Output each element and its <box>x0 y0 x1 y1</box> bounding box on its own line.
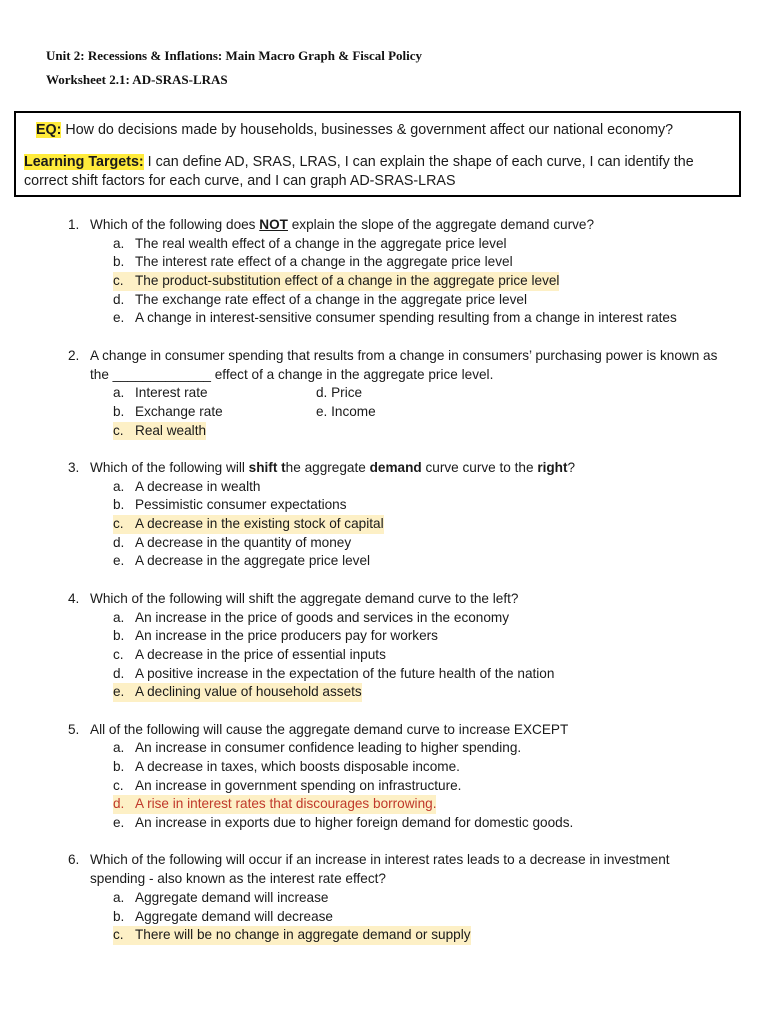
question-5 <box>0 721 768 833</box>
question-text: Which of the following will occur if an increase in interest rates leads to a decrease in investment spending - also known as the interest rate effect? <box>90 852 670 887</box>
question-text: A change in consumer spending that results from a change in consumers’ purchasing power is known as the _____________ effect of a change in the aggregate price level. <box>90 347 718 382</box>
option-a[interactable]: a. An increase in the price of goods and services in the economy <box>113 609 510 625</box>
option-b[interactable]: b. The interest rate effect of a change in the aggregate price level <box>113 254 513 270</box>
option-e-highlighted[interactable]: e. A declining value of household assets <box>113 683 768 702</box>
eq-text: How do decisions made by households, businesses & government affect our national economy? <box>61 122 674 138</box>
option-a[interactable]: a. A decrease in wealth <box>113 478 261 494</box>
question-text: Which of the following will shift the aggregate demand curve to the left? <box>90 590 519 606</box>
option-d[interactable]: d. A positive increase in the expectation of the future health of the nation <box>113 665 555 681</box>
essential-question <box>24 121 731 140</box>
learning-targets-text: I can define AD, SRAS, LRAS, I can explain the shape of each curve, I can identify the correct shift factors for each curve, and I can graph AD-SRAS-LRAS <box>24 154 694 189</box>
option-a[interactable]: a. Aggregate demand will increase <box>113 889 329 905</box>
question-2 <box>0 347 768 440</box>
question-4 <box>0 590 768 702</box>
option-d[interactable]: d. Price <box>316 385 363 401</box>
eq-label: EQ: <box>36 122 62 138</box>
option-c[interactable]: c. An increase in government spending on infrastructure. <box>113 777 462 793</box>
option-c-highlighted[interactable]: c. The product-substitution effect of a change in the aggregate price level <box>113 272 768 291</box>
option-e[interactable]: e. A decrease in the aggregate price level <box>113 553 371 569</box>
option-e[interactable]: e. An increase in exports due to higher foreign demand for domestic goods. <box>113 815 574 831</box>
question-text: Which of the following does NOT explain the slope of the aggregate demand curve? <box>90 217 595 232</box>
option-e[interactable]: e. Income <box>316 403 376 419</box>
worksheet-title: Worksheet 2.1: AD-SRAS-LRAS <box>46 72 228 87</box>
option-d-highlighted[interactable]: d. A rise in interest rates that discourages borrowing. <box>113 795 768 814</box>
question-list <box>0 216 768 964</box>
option-c-highlighted[interactable]: c. Real wealth <box>113 422 768 441</box>
option-b[interactable]: b. Aggregate demand will decrease <box>113 908 333 924</box>
question-text: Which of the following will shift the aggregate demand curve curve to the right? <box>90 459 576 475</box>
option-b[interactable]: b. A decrease in taxes, which boosts disposable income. <box>113 759 460 775</box>
option-d[interactable]: d. A decrease in the quantity of money <box>113 534 352 550</box>
question-number: 5. <box>68 721 80 737</box>
option-c[interactable]: c. A decrease in the price of essential inputs <box>113 646 386 662</box>
option-b[interactable]: b. An increase in the price producers pay for workers <box>113 628 438 644</box>
question-1 <box>0 216 768 328</box>
learning-targets-label: Learning Targets: <box>24 154 144 170</box>
option-c-highlighted[interactable]: c. A decrease in the existing stock of capital <box>113 515 768 534</box>
question-6 <box>0 851 768 944</box>
option-d[interactable]: d. The exchange rate effect of a change in the aggregate price level <box>113 291 527 307</box>
question-number: 6. <box>68 852 80 868</box>
option-b[interactable]: b. Exchange rate e. Income <box>113 403 768 422</box>
option-a[interactable]: a. Interest rate d. Price <box>113 384 768 403</box>
question-text: All of the following will cause the aggregate demand curve to increase EXCEPT <box>90 721 569 737</box>
option-e[interactable]: e. A change in interest-sensitive consumer spending resulting from a change in interest rates <box>113 310 677 326</box>
option-c-highlighted[interactable]: c. There will be no change in aggregate demand or supply <box>113 926 768 945</box>
question-number: 3. <box>68 459 80 475</box>
unit-title: Unit 2: Recessions & Inflations: Main Macro Graph & Fiscal Policy <box>46 48 423 63</box>
option-a[interactable]: a. An increase in consumer confidence leading to higher spending. <box>113 740 522 756</box>
question-3 <box>0 459 768 571</box>
option-a[interactable]: a. The real wealth effect of a change in the aggregate price level <box>113 235 507 251</box>
learning-targets <box>24 153 731 191</box>
essential-question-box <box>14 111 741 197</box>
question-number: 1. <box>68 217 80 232</box>
option-b[interactable]: b. Pessimistic consumer expectations <box>113 497 347 513</box>
question-number: 4. <box>68 590 80 606</box>
question-number: 2. <box>68 347 80 363</box>
